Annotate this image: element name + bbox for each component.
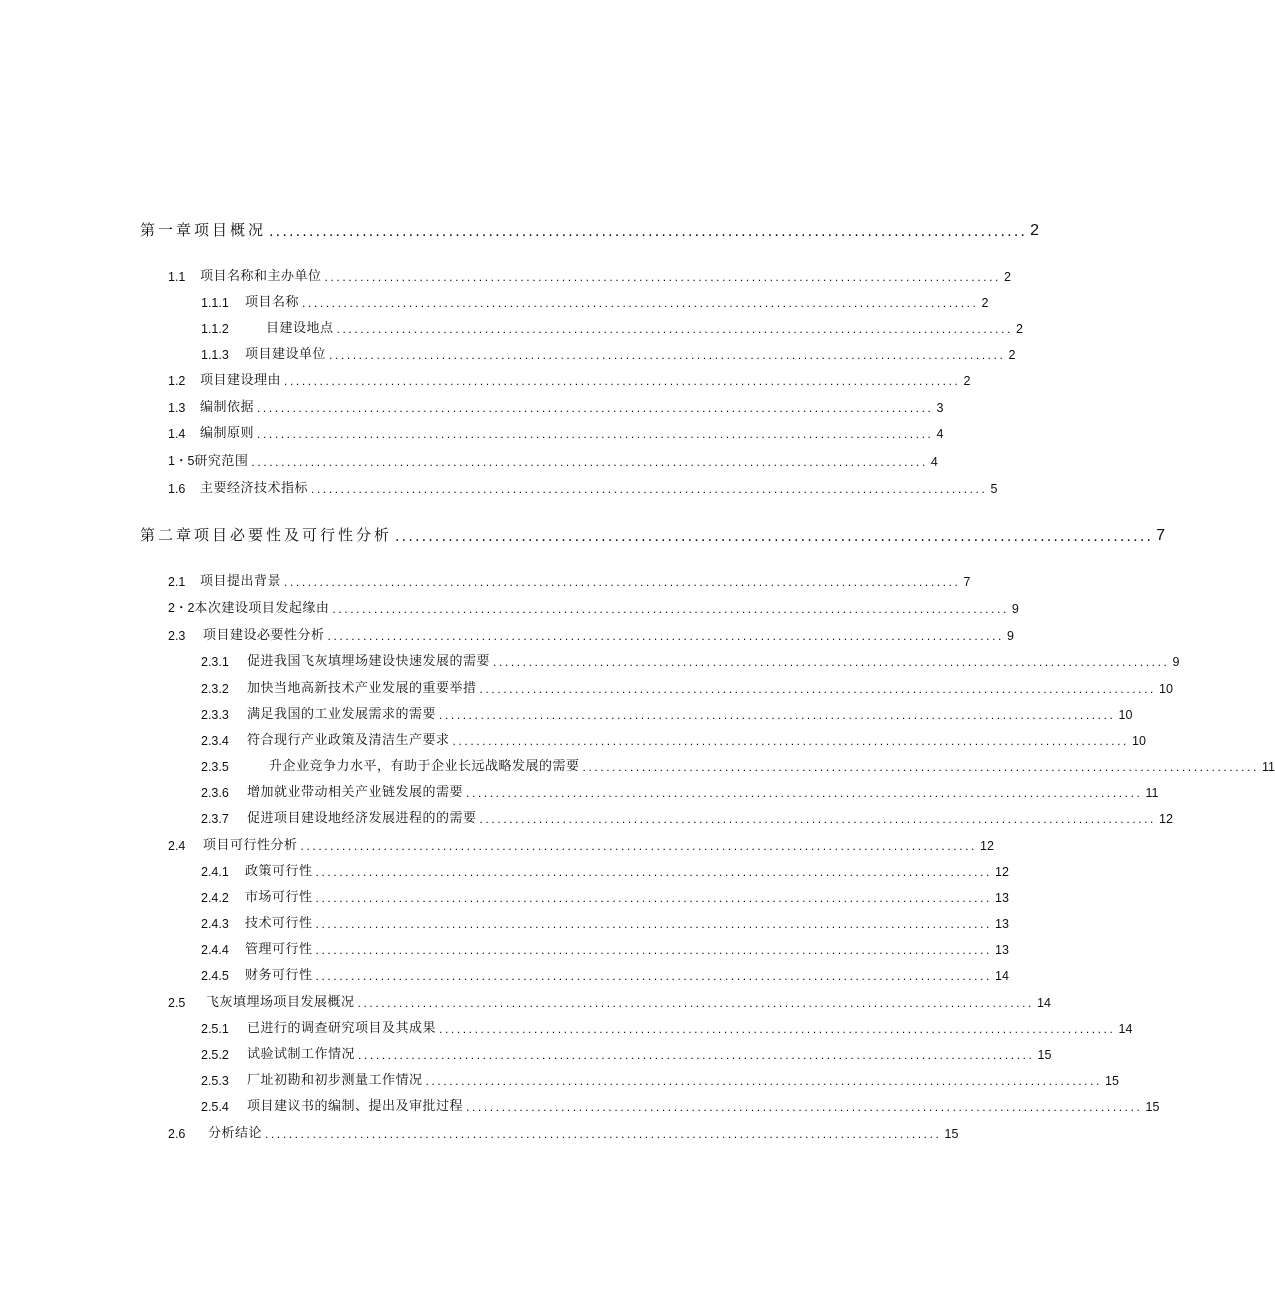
dot-leader: ..................................................................................................................: [425, 1074, 1102, 1088]
toc-entry-1-4[interactable]: [168, 423, 944, 441]
toc-entry-1-1-3[interactable]: [201, 344, 1016, 362]
toc-number: 2.3.7: [201, 812, 229, 826]
toc-entry-1-3[interactable]: [168, 397, 944, 415]
toc-entry-1-2[interactable]: [168, 370, 971, 388]
toc-entry-2-3-2[interactable]: [201, 678, 1173, 696]
toc-number: 2.6: [168, 1127, 186, 1141]
dot-leader: ..................................................................................................................: [300, 839, 977, 853]
toc-page-number: 7: [1156, 527, 1166, 544]
toc-title: 技术可行性: [245, 916, 313, 931]
toc-title: 项目建议书的编制、提出及审批过程: [247, 1099, 464, 1114]
toc-title: 符合现行产业政策及清洁生产要求: [247, 733, 450, 748]
toc-number: 2.3.4: [201, 734, 229, 748]
toc-page-number: 4: [930, 455, 938, 469]
dot-leader: ..................................................................................................................: [493, 655, 1170, 669]
toc-page-number: 12: [1159, 812, 1173, 826]
toc-title: 已进行的调查研究项目及其成果: [247, 1021, 437, 1036]
toc-entry-2-4-4[interactable]: [201, 939, 1009, 957]
toc-page-number: 15: [1037, 1048, 1052, 1062]
toc-entry-2-2[interactable]: [168, 598, 1019, 616]
toc-page-number: 11: [1145, 786, 1159, 800]
toc-number: 2.3.1: [201, 655, 229, 669]
toc-page-number: 12: [995, 865, 1009, 879]
toc-entry-2-3-3[interactable]: [201, 704, 1133, 722]
toc-number: 1.6: [168, 482, 186, 496]
toc-title: 第二章项目必要性及可行性分析: [140, 526, 393, 544]
toc-page-number: 15: [1145, 1100, 1160, 1114]
dot-leader: ..................................................................................................................: [479, 682, 1156, 696]
dot-leader: ..................................................................................................................: [466, 786, 1143, 800]
toc-title: 分析结论: [208, 1126, 263, 1141]
dot-leader: ..................................................................................................................: [315, 969, 992, 983]
dot-leader: ..................................................................................................................: [336, 322, 1013, 336]
toc-title: 项目名称和主办单位: [200, 269, 322, 284]
dot-leader: ..................................................................................................................: [269, 224, 1028, 240]
toc-number: 2.3.5: [201, 760, 229, 774]
dot-leader: ..................................................................................................................: [311, 482, 988, 496]
toc-title: 厂址初勘和初步测量工作情况: [247, 1073, 423, 1088]
toc-title: 主要经济技术指标: [200, 481, 309, 496]
dot-leader: ..................................................................................................................: [358, 1048, 1035, 1062]
toc-title: 项目名称: [245, 295, 300, 310]
toc-number: 1.1.2: [201, 322, 229, 336]
toc-title: 项目建设必要性分析: [203, 628, 325, 643]
dot-leader: ..................................................................................................................: [284, 374, 961, 388]
toc-number: 1.2: [168, 374, 186, 388]
toc-entry-2-4-1[interactable]: [201, 861, 1009, 879]
toc-number: 2.1: [168, 575, 186, 589]
toc-title: 编制依据: [200, 400, 255, 415]
toc-page-number: 4: [936, 427, 944, 441]
toc-entry-2-1[interactable]: [168, 571, 971, 589]
toc-page-number: 2: [1004, 270, 1011, 284]
toc-title: 加快当地高新技术产业发展的重要举措: [247, 681, 477, 696]
toc-number: 2.4.5: [201, 969, 229, 983]
toc-entry-2-4-2[interactable]: [201, 887, 1009, 905]
toc-number: 1.3: [168, 401, 186, 415]
dot-leader: ..................................................................................................................: [357, 996, 1034, 1010]
toc-number: 2.5.4: [201, 1100, 229, 1114]
dot-leader: ..................................................................................................................: [284, 575, 961, 589]
toc-entry-2-3-6[interactable]: [201, 782, 1159, 800]
toc-number: 2.3: [168, 629, 186, 643]
toc-title: 目建设地点: [266, 321, 334, 336]
toc-number: 1.1.1: [201, 296, 229, 310]
toc-title: 财务可行性: [245, 968, 313, 983]
toc-page-number: 9: [1011, 602, 1019, 616]
dot-leader: ..................................................................................................................: [257, 427, 934, 441]
dot-leader: ..................................................................................................................: [582, 760, 1259, 774]
toc-page-number: 13: [995, 943, 1009, 957]
toc-title: 促进项目建设地经济发展进程的的需要: [247, 811, 477, 826]
toc-number: 2.4.2: [201, 891, 229, 905]
toc-title: 项目可行性分析: [203, 838, 298, 853]
toc-entry-1-6[interactable]: [168, 478, 998, 496]
toc-entry-1-5[interactable]: [168, 451, 938, 469]
dot-leader: ..................................................................................................................: [466, 1100, 1143, 1114]
toc-page-number: 13: [995, 891, 1009, 905]
dot-leader: ..................................................................................................................: [315, 943, 992, 957]
toc-number: 2.3.2: [201, 682, 229, 696]
toc-title: 项目建设理由: [200, 373, 282, 388]
toc-title: 政策可行性: [245, 864, 313, 879]
toc-entry-1-1-2[interactable]: [201, 318, 1023, 336]
toc-number: 2.5.2: [201, 1048, 229, 1062]
dot-leader: ..................................................................................................................: [265, 1127, 942, 1141]
toc-entry-2-5-2[interactable]: [201, 1044, 1052, 1062]
toc-title: 研究范围: [194, 454, 249, 469]
toc-page-number: 9: [1007, 629, 1014, 643]
toc-number: 2・2: [168, 601, 195, 615]
toc-entry-2-3-1[interactable]: [201, 651, 1180, 669]
toc-entry-2-5-1[interactable]: [201, 1018, 1133, 1036]
dot-leader: ..................................................................................................................: [329, 348, 1006, 362]
toc-number: 1・5: [168, 454, 195, 468]
toc-title: 编制原则: [200, 426, 255, 441]
dot-leader: ..................................................................................................................: [479, 812, 1156, 826]
toc-entry-2-3-4[interactable]: [201, 730, 1146, 748]
toc-number: 2.3.3: [201, 708, 229, 722]
toc-page-number: 5: [990, 482, 998, 496]
toc-page-number: 3: [936, 401, 944, 415]
dot-leader: ..................................................................................................................: [257, 401, 934, 415]
dot-leader: ..................................................................................................................: [452, 734, 1129, 748]
toc-entry-1-1[interactable]: [168, 266, 1011, 284]
toc-page-number: 12: [980, 839, 994, 853]
toc-entry-2-6[interactable]: [168, 1123, 959, 1141]
toc-title: 增加就业带动相关产业链发展的需要: [247, 785, 464, 800]
toc-title: 第一章项目概况: [140, 221, 267, 239]
toc-title: 项目建设单位: [245, 347, 327, 362]
toc-page-number: 2: [981, 296, 989, 310]
toc-page-number: 2: [1016, 322, 1023, 336]
toc-page-number: 10: [1132, 734, 1146, 748]
dot-leader: ..................................................................................................................: [302, 296, 979, 310]
dot-leader: ..................................................................................................................: [439, 708, 1116, 722]
toc-entry-2-4-3[interactable]: [201, 913, 1009, 931]
dot-leader: ..................................................................................................................: [315, 865, 992, 879]
toc-entry-2-5-3[interactable]: [201, 1070, 1119, 1088]
toc-number: 2.4.4: [201, 943, 229, 957]
toc-number: 1.4: [168, 427, 186, 441]
toc-entry-2-4-5[interactable]: [201, 965, 1009, 983]
toc-number: 1.1: [168, 270, 186, 284]
dot-leader: ..................................................................................................................: [251, 455, 928, 469]
toc-entry-2-3[interactable]: [168, 625, 1014, 643]
toc-entry-1-1-1[interactable]: [201, 292, 989, 310]
toc-number: 2.5: [168, 996, 186, 1010]
toc-page-number: 9: [1172, 655, 1180, 669]
toc-page-number: 14: [1037, 996, 1051, 1010]
toc-number: 2.4.1: [201, 865, 229, 879]
toc-page-number: 13: [995, 917, 1009, 931]
toc-title: 促进我国飞灰填埋场建设快速发展的需要: [247, 654, 491, 669]
toc-page-number: 7: [963, 575, 971, 589]
toc-number: 2.4: [168, 839, 186, 853]
dot-leader: ..................................................................................................................: [327, 629, 1004, 643]
toc-page-number: 15: [944, 1127, 959, 1141]
toc-number: 2.5.3: [201, 1074, 229, 1088]
toc-page-number: 2: [1008, 348, 1016, 362]
toc-page-number: 10: [1118, 708, 1133, 722]
toc-number: 2.5.1: [201, 1022, 229, 1036]
toc-title: 管理可行性: [245, 942, 313, 957]
toc-page-number: 2: [1030, 222, 1040, 239]
toc-page-number: 11: [1262, 760, 1275, 774]
toc-entry-2-3-7[interactable]: [201, 808, 1173, 826]
toc-chapter-2[interactable]: [140, 523, 1166, 545]
dot-leader: ..................................................................................................................: [332, 602, 1009, 616]
toc-title: 飞灰填埋场项目发展概况: [206, 995, 355, 1010]
toc-title: 市场可行性: [245, 890, 313, 905]
toc-number: 1.1.3: [201, 348, 229, 362]
toc-entry-2-5-4[interactable]: [201, 1096, 1160, 1114]
toc-page-number: 10: [1159, 682, 1173, 696]
dot-leader: ..................................................................................................................: [315, 891, 992, 905]
dot-leader: ..................................................................................................................: [439, 1022, 1116, 1036]
toc-number: 2.3.6: [201, 786, 229, 800]
toc-chapter-1[interactable]: [140, 218, 1040, 240]
toc-title: 项目提出背景: [200, 574, 282, 589]
toc-title: 升企业竞争力水平，有助于企业长远战略发展的需要: [269, 759, 580, 774]
toc-number: 2.4.3: [201, 917, 229, 931]
toc-entry-2-4[interactable]: [168, 835, 994, 853]
toc-title: 满足我国的工业发展需求的需要: [247, 707, 437, 722]
toc-entry-2-3-5[interactable]: [201, 756, 1275, 774]
toc-title: 本次建设项目发起缘由: [194, 601, 330, 616]
toc-page-number: 14: [1118, 1022, 1133, 1036]
toc-entry-2-5[interactable]: [168, 992, 1051, 1010]
toc-page-number: 2: [963, 374, 971, 388]
dot-leader: ..................................................................................................................: [324, 270, 1001, 284]
dot-leader: ..................................................................................................................: [395, 529, 1154, 545]
dot-leader: ..................................................................................................................: [315, 917, 992, 931]
toc-page-number: 15: [1105, 1074, 1119, 1088]
toc-page-number: 14: [995, 969, 1009, 983]
toc-title: 试验试制工作情况: [247, 1047, 356, 1062]
